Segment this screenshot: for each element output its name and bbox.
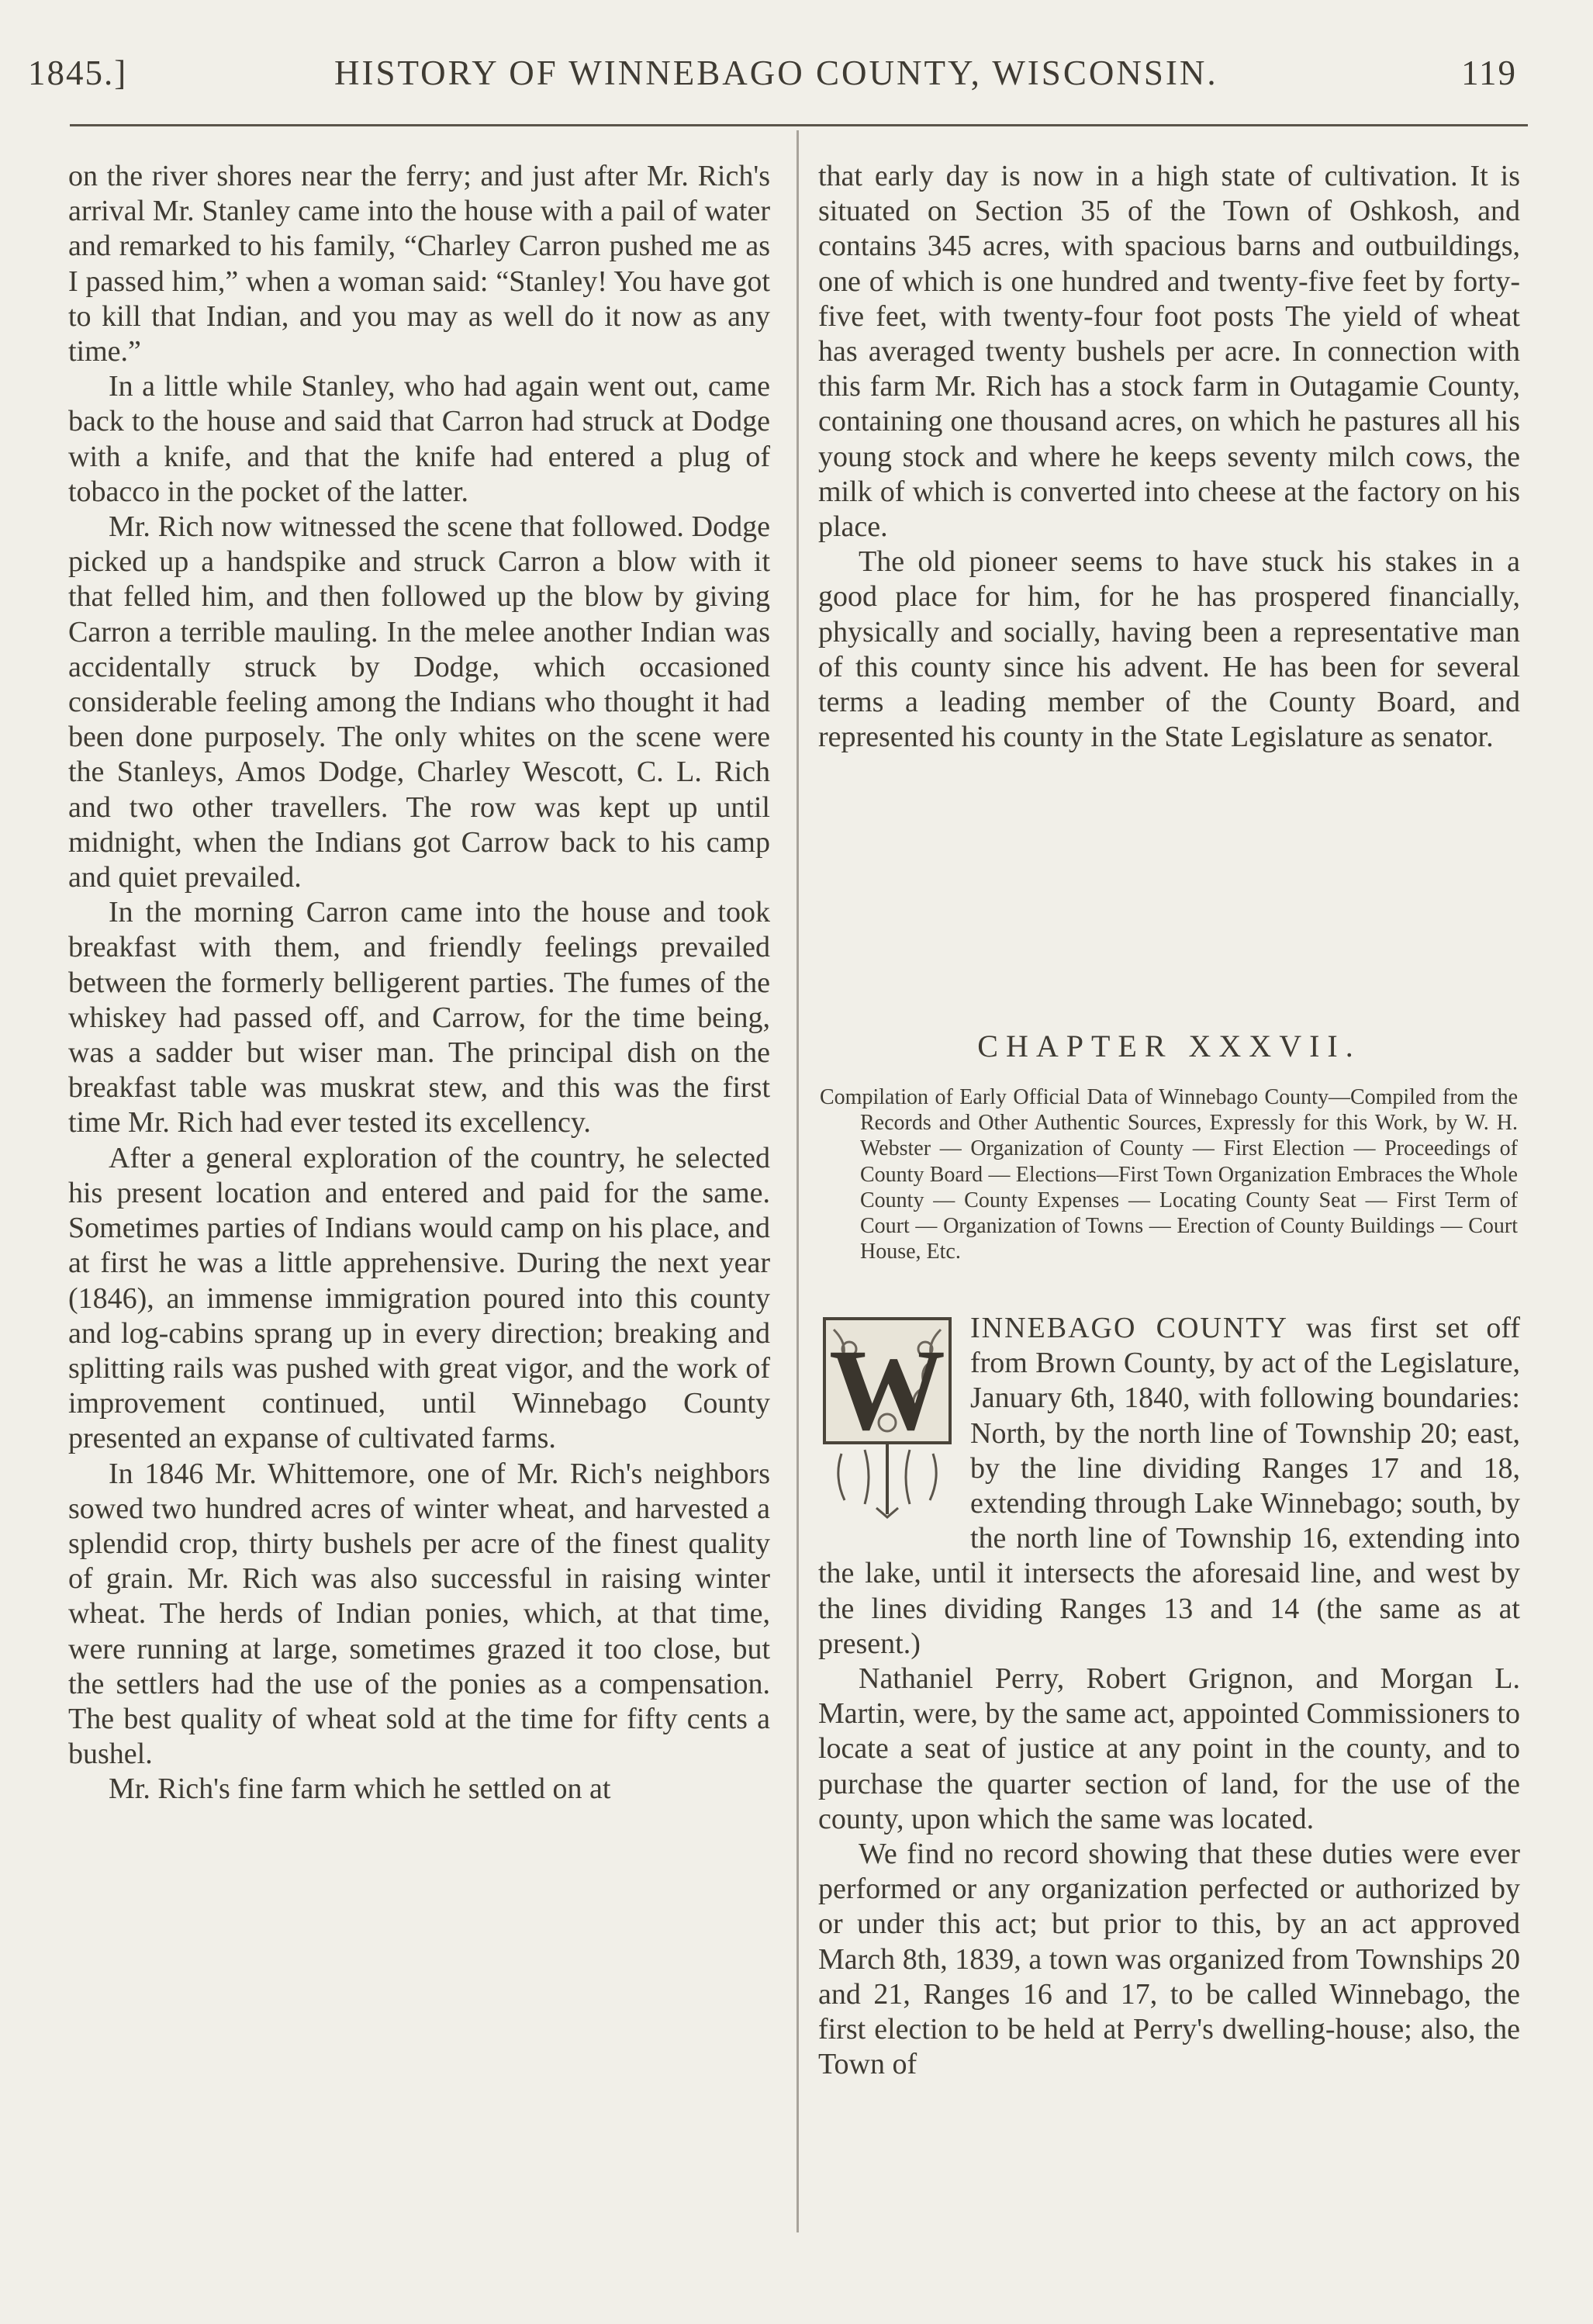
paragraph: Nathaniel Perry, Robert Grignon, and Morgan L. Martin, were, by the same act, appointed Commissioners to locate a seat of justice at any point in the county, and to purchase the quarter section of land, for the use of the county, upon which the same was located.: [818, 1662, 1520, 1835]
right-column-bottom: [818, 1311, 1520, 2082]
running-header: [28, 53, 1517, 99]
paragraph: Mr. Rich now witnessed the scene that followed. Dodge picked up a handspike and struck Carron a blow with it that felled him, and then followed up the blow by giving Carron a terrible mauling. In the melee another Indian was accidentally struck by Dodge, which occasioned considerable feeling among the Indians who thought it had been done purposely. The only whites on the scene were the Stanleys, Amos Dodge, Charley Wescott, C. L. Rich and two other travellers. The row was kept up until midnight, when the Indians got Carrow back to his camp and quiet prevailed.: [68, 510, 770, 894]
paragraph: In the morning Carron came into the house and took breakfast with them, and friendly feelings prevailed between the formerly belligerent parties. The fumes of the whiskey had passed off, and Carrow, for the time being, was a sadder but wiser man. The principal dish on the breakfast table was muskrat stew, and this was the first time Mr. Rich had ever tested its excellency.: [68, 896, 770, 1140]
header-title: HISTORY OF WINNEBAGO COUNTY, WISCONSIN.: [334, 54, 1218, 92]
paragraph: After a general exploration of the country, he selected his present location and entered and paid for the same. Sometimes parties of Indians would camp on his place, and at first he was a little apprehensive. During the next year (1846), an immense immigration poured into this county and log-cabins sprang up in every direction; breaking and splitting rails was pushed with great vigor, and the work of improvement continued, until Winnebago County presented an expanse of cultivated farms.: [68, 1141, 770, 1455]
chapter-heading: CHAPTER XXXVII.: [977, 1029, 1361, 1063]
paragraph: Mr. Rich's fine farm which he settled on at: [109, 1772, 611, 1806]
column-divider: [796, 130, 799, 2232]
paragraph: on the river shores near the ferry; and just after Mr. Rich's arrival Mr. Stanley came into the house with a pail of water and remarked to his family, “Charley Carron pushed me as I passed him,” when a woman said: “Stanley! You have got to kill that Indian, and you may as well do it now as any time.”: [68, 160, 770, 368]
opening-text: was first set off from Brown County, by act of the Legislature, January 6th, 1840, with following boundaries: North, by the north line of Township 20; east, by the line dividing Ranges 17 and 18, extending through Lake Winnebago; south, by the north line of Township 16, extending into the lake, until it intersects the aforesaid line, and west by the lines dividing Ranges 13 and 14 (the same as at present.): [818, 1312, 1520, 1660]
paragraph: We find no record showing that these duties were ever performed or any organization perfected or authorized by or under this act; but prior to this, by an act approved March 8th, 1839, a town was organized from Townships 20 and 21, Ranges 16 and 17, to be called Winnebago, the first election to be held at Perry's dwelling-house; also, the Town of: [818, 1838, 1520, 2081]
header-year: 1845.]: [28, 54, 128, 92]
lead-in-words: INNEBAGO COUNTY: [970, 1312, 1288, 1344]
right-column-top: [818, 159, 1520, 755]
opening-paragraph: [818, 1311, 1520, 1662]
paragraph: In a little while Stanley, who had again went out, came back to the house and said that Carron had struck at Dodge with a knife, and that the knife had entered a plug of tobacco in the pocket of the latter.: [68, 370, 770, 508]
synopsis-text: Compilation of Early Official Data of Winnebago County—Compiled from the Records and Other Authentic Sources, Expressly for this Work, by W. H. Webster — Organization of County — First Election — Proceedings of County Board — Elections—First Town Organization Embraces the Whole County — County Expenses — Locating County Seat — First Term of Court — Organization of Towns — Erection of County Buildings — Court House, Etc.: [820, 1085, 1518, 1264]
page-number: 119: [1461, 54, 1517, 92]
paragraph: that early day is now in a high state of cultivation. It is situated on Section 35 of the Town of Oshkosh, and contains 345 acres, with spacious barns and outbuildings, one of which is one hundred and twenty-five feet by forty-five feet, with twenty-four foot posts The yield of wheat has averaged twenty bushels per acre. In connection with this farm Mr. Rich has a stock farm in Outagamie County, containing one thousand acres, on which he pastures all his young stock and where he keeps seventy milch cows, the milk of which is converted into cheese at the factory on his place.: [818, 160, 1520, 544]
chapter-synopsis: [820, 1084, 1518, 1264]
drop-cap-w: [818, 1314, 956, 1522]
header-rule: [70, 124, 1528, 126]
paragraph: In 1846 Mr. Whittemore, one of Mr. Rich's neighbors sowed two hundred acres of winter wheat, and harvested a splendid crop, thirty bushels per acre of the finest quality of grain. Mr. Rich was also successful in raising winter wheat. The herds of Indian ponies, which, at that time, were running at large, sometimes grazed it too close, but the settlers had the use of the ponies as a compensation. The best quality of wheat sold at the time for fifty cents a bushel.: [68, 1457, 770, 1771]
svg-text:W: W: [829, 1326, 945, 1454]
ornament-icon: [818, 1314, 956, 1522]
paragraph: The old pioneer seems to have stuck his stakes in a good place for him, for he has prospered financially, physically and socially, having been a representative man of this county since his advent. He has been for several terms a leading member of the County Board, and represented his county in the State Legislature as senator.: [818, 545, 1520, 754]
left-column: [68, 159, 770, 1807]
